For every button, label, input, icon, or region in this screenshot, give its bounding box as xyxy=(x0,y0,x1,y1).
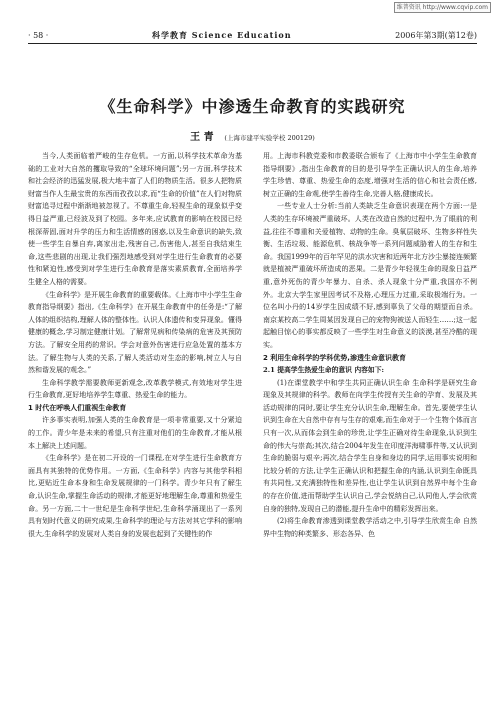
body-paragraph: 《生命科学》是在初二开设的一门课程,在对学生进行生命教育方面具有其独特的优势作用。一方面,《生命科学》内容与其他学科相比,更贴近生命本身和生命发展规律的一门科学。青少年只有了解生命,认识生命,掌握生命活动的规律,才能更好地理解生命,尊重和热爱生命。另一方面,二十一世纪是生命科学世纪,生命科学涌现出了一系列具有划时代意义的研究成果,生命科学的理论与方法对其它学科的影响很大,生命科学的发展对人类自身的发展也起到了关键性的作 xyxy=(28,454,242,538)
issue-info: 2006年第3期(第12卷) xyxy=(395,31,477,40)
author-affiliation: (上海市建平实验学校 200129) xyxy=(224,134,315,142)
body-paragraph: (1)在课堂教学中和学生共同正确认识生命 生命科学是研究生命现象及其规律的科学。教师在向学生传授有关生命的孕育、发展及其活动规律的同时,要让学生充分认识生命,理解生命。首先,要使学生认识到生命在大自然中存有与生存的艰难,而生命对于一个生物个体而言只有一次,从而体会到生命的珍贵,让学生正确对待生命现象,认识到生命的伟大与崇高;其次,结合2004年发生在印度洋海啸事件等,又认识到生命的脆弱与艰辛;再次,结合学生自身和身边的同学,运用事实说明和比较分析的方法,让学生正确认识和把握生命的内涵,认识到生命既具有共同性,又充满独特性和差异性,也让学生认识到自然界中每个生命的存在价值,进而帮助学生认识自己,学会悦纳自己,认同他人,学会欣赏自身的独特,发现自己的潜能,提升生命中的精彩发挥出来。 xyxy=(263,378,477,513)
body-paragraph: 当今,人类面临着严峻的生存危机。一方面,以科学技术革命为基础的工业对大自然的攫取导致的“全球环境问题”;另一方面,科学技术和社会经济的迅猛发展,极大地丰富了人们的物质生活。很多人把物质财富当作人生最宝贵的东西而孜孜以求,而“生命的价值”在人们对物质财富追寻过程中渐渐地被忽视了。不尊重生命,轻视生命的现象似乎变得日益严重,已经波及到了校园。多年来,应试教育的影响在校园已经根深蒂固,面对升学的压力和生活情感的困惑,以及生命意识的缺失,致使一些学生自暴自弃,离家出走,残害自己,伤害他人,甚至自我结束生命,这些悲剧的出现,让我们强烈地感受到对学生进行生命教育的必要性和紧迫性,感受到对学生进行生命教育是落实素质教育,全面培养学生健全人格的需要。 xyxy=(28,152,242,286)
running-header xyxy=(28,30,477,44)
journal-name: 科学教育 Science Education xyxy=(151,30,292,40)
body-paragraph: 生命科学教学需要教师更新观念,改革教学模式,有效地对学生进行生命教育,更好地培养学生尊重、热爱生命的能力。 xyxy=(28,378,242,400)
body-paragraph: 一些专业人士分析:当前人类缺乏生命意识表现在两个方面:一是人类的生存环境被严重破坏。人类在改造自然的过程中,为了眼前的利益,往往不尊重和关爱植物、动物的生命。臭氧层破坏、生物多样性失衡、生活垃圾、能源危机、核战争等一系列问题威胁着人的生存和生命。我国1999年的百年罕见的洪水灾害和近两年北方沙尘暴接连频繁就是植被严重破坏所造成的恶果。二是青少年轻视生命的现象日益严重,意外死伤的青少年暴力、自杀、杀人现象十分严重,我国亦不例外。北京大学生家里因考试不及格,心理压力过重,采取极端行为。一位名叫小丹的14岁学生因成绩不好,感到辜负了父母的期望而自杀。南京某校高二学生周某因发现自己的宠物狗被送人而轻生……;这一起起触目惊心的事实都反映了一些学生对生命意义的淡漠,甚至冷酷的现实。 xyxy=(263,202,477,349)
body-paragraph: (2)将生命教育渗透到课堂教学活动之中,引导学生欣赏生命 自然界中生物的种类繁多、形态各异、色 xyxy=(263,517,477,538)
body-paragraph: 用。上海市科教党委和市教委联合颁布了《上海市中小学生生命教育指导纲要》,指出生命教育的目的是引导学生正确认识人的生命,培养学生珍惜、尊重、热爱生命的态度,增强对生活的信心和社会责任感,树立正确的生命观,使学生善待生命,完善人格,健康成长。 xyxy=(263,152,477,198)
right-column xyxy=(263,150,477,540)
article-title: 《生命科学》中渗透生命教育的实践研究 xyxy=(99,97,406,116)
body-paragraph: 《生命科学》是开展生命教育的重要载体。《上海市中小学生生命教育指导纲要》指出,《生命科学》在开展生命教育中的任务是:“了解人体的组织结构,理解人体的整体性。认识人体遗传和变异现象。懂得健康的概念,学习制定健康计划。了解常见病和传染病的危害及其预防方法。了解安全用药的常识。学会对意外伤害进行应急处置的基本方法。了解生物与人类的关系,了解人类活动对生态的影响,树立人与自然和谐发展的观念。” xyxy=(28,290,242,375)
subsection-heading: 2.1 提高学生热爱生命的意识 内容如下: xyxy=(263,366,385,375)
page-number: · 58 · xyxy=(28,31,49,40)
section-heading: 1 时代在呼唤人们重视生命教育 xyxy=(28,403,127,412)
body-paragraph: 许多事实表明,加强人类的生命教育是一项非常重要,又十分紧迫的工作。青少年是未来的希望,只有注重对他们的生命教育,才能从根本上解决上述问题。 xyxy=(28,416,242,450)
source-watermark: 维普资讯 http://www.cqvip.com xyxy=(394,2,491,13)
left-column xyxy=(28,150,242,540)
author-line xyxy=(28,128,477,143)
section-heading: 2 利用生命科学的学科优势,渗透生命意识教育 xyxy=(263,353,406,362)
author-name: 王 青 xyxy=(190,132,214,143)
